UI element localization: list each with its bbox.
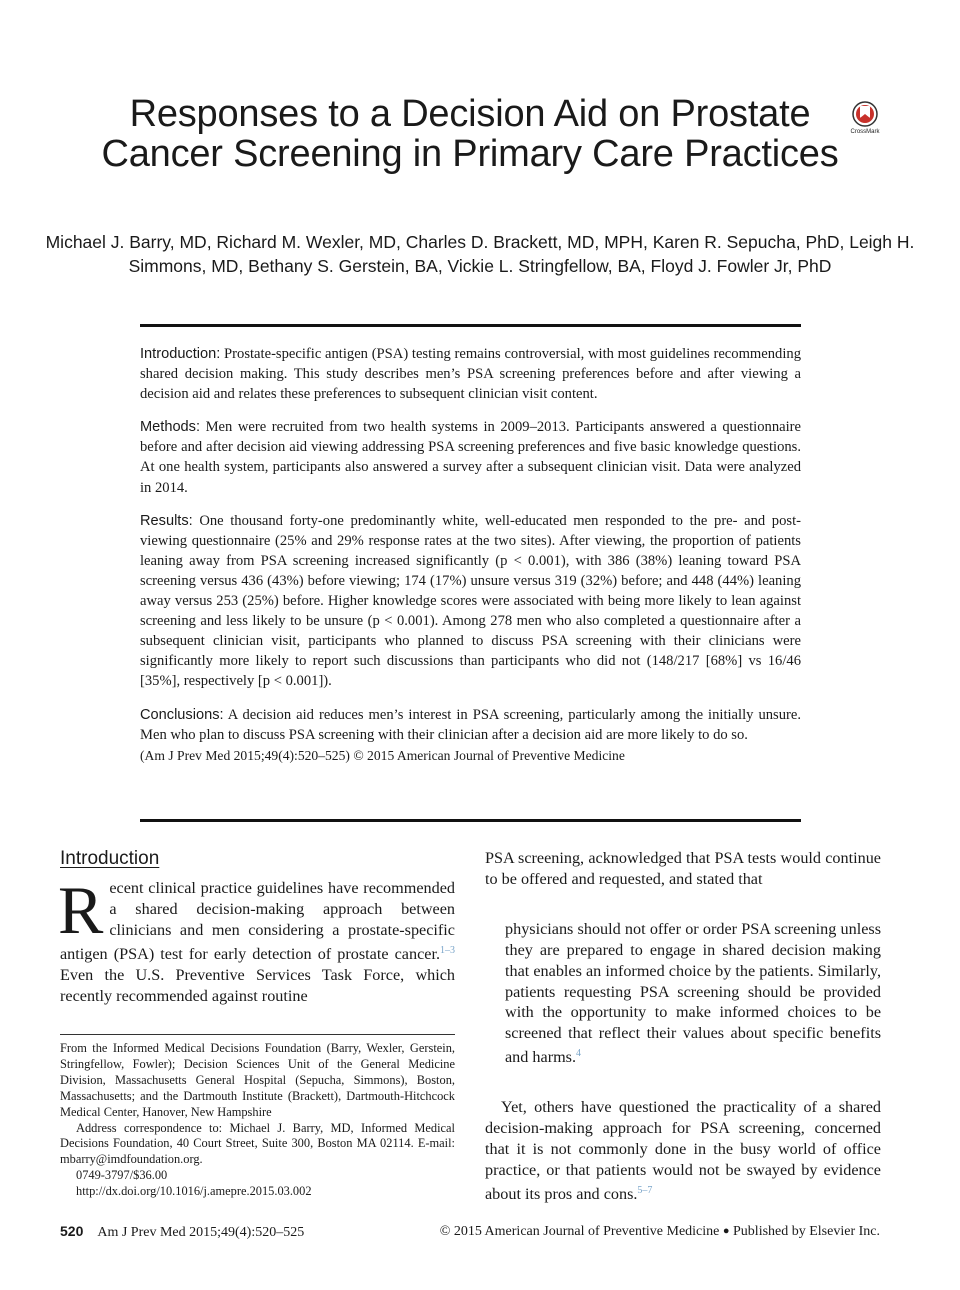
crossmark-badge[interactable] bbox=[846, 98, 884, 136]
abstract-top-rule bbox=[140, 324, 801, 327]
reference-link[interactable]: 4 bbox=[576, 1048, 582, 1060]
quote-text: physicians should not offer or order PSA screening unless they are prepared to engage in shared decision making that enables an informed choice by the patients. Similarly, patients requesting PSA screening should be provided with the opportunity to make informed choices to be screened that reflect their values about specific benefits and harms. bbox=[505, 919, 881, 1067]
abstract-bottom-rule bbox=[140, 819, 801, 822]
intro-text: Yet, others have questioned the practicality of a shared decision-making approach for PSA screening, concerned that it is not commonly done in the busy world of office practice, or that patients would not be swayed by evidence about its pros and cons. bbox=[485, 1098, 881, 1203]
reference-link[interactable]: 5–7 bbox=[637, 1184, 653, 1196]
abstract-introduction bbox=[140, 344, 801, 404]
right-column bbox=[485, 848, 881, 1205]
drop-cap: R bbox=[58, 872, 104, 948]
footnote-correspondence: Address correspondence to: Michael J. Barry, MD, Informed Medical Decisions Foundation, 40 Court Street, Suite 300, Boston MA 02114. E-mail: mbarry@imdfoundation.org. bbox=[60, 1120, 455, 1167]
footnote-issn: 0749-3797/$36.00 bbox=[76, 1168, 168, 1183]
intro-paragraph bbox=[58, 872, 455, 1006]
abstract-text: One thousand forty-one predominantly white, well-educated men responded to the pre- and post-viewing questionnaire (25% and 29% response rates at the two sites). After viewing, the proportion of patients leaning away from PSA screening increased significantly (p < 0.001), with 386 (38%) leaning toward PSA screening versus 436 (43%) before viewing; 174 (17%) unsure versus 319 (32%) before; and 448 (44%) leaning away versus 253 (25%) before. Higher knowledge scores were associated with being more likely to lean against screening and less likely to be unsure (p < 0.001). Among 278 men who also completed a questionnaire after a subsequent clinician visit, participants who planned to discuss PSA screening with their clinicians were significantly more likely to report such discussions than participants who did not (148/217 [68%] vs 16/46 [35%], respectively [p < 0.001]). bbox=[140, 512, 801, 690]
intro-paragraph bbox=[485, 1097, 881, 1205]
left-column bbox=[58, 872, 455, 1006]
footnote-doi[interactable]: http://dx.doi.org/10.1016/j.amepre.2015.03.002 bbox=[76, 1184, 312, 1199]
abstract-heading: Conclusions: bbox=[140, 706, 224, 723]
intro-text-tail: Even the U.S. Preventive Services Task Force, which recently recommended against routine bbox=[60, 965, 455, 1005]
author-list: Michael J. Barry, MD, Richard M. Wexler, MD, Charles D. Brackett, MD, MPH, Karen R. Sepucha, PhD, Leigh H. Simmons, MD, Bethany S. Gerstein, BA, Vickie L. Stringfellow, BA, Floyd J. Fowler Jr, PhD bbox=[45, 232, 915, 276]
intro-text: ecent clinical practice guidelines have recommended a shared decision-making approach between clinicians and men considering a prostate-specific antigen (PSA) test for early detection of prostate cancer. bbox=[60, 879, 455, 963]
abstract-citation: (Am J Prev Med 2015;49(4):520–525) © 2015 American Journal of Preventive Medicine bbox=[140, 747, 625, 763]
abstract-text: Prostate-specific antigen (PSA) testing remains controversial, with most guidelines recommending shared decision making. This study describes men’s PSA screening preferences before and after viewing a decision aid and relates these preferences to subsequent clinician visit content. bbox=[140, 346, 801, 403]
block-quote bbox=[505, 919, 881, 1068]
abstract-methods bbox=[140, 417, 801, 497]
copyright: © 2015 American Journal of Preventive Medicine bbox=[439, 1224, 720, 1239]
abstract bbox=[140, 344, 801, 766]
abstract-heading: Introduction: bbox=[140, 346, 221, 362]
bullet-separator: ● bbox=[722, 1225, 730, 1237]
article-title: Responses to a Decision Aid on Prostate Cancer Screening in Primary Care Practices bbox=[101, 93, 839, 175]
footnote-affiliation: From the Informed Medical Decisions Foundation (Barry, Wexler, Gerstein, Stringfellow, Fowler); Decision Sciences Unit of the General Medicine Division, Massachusetts General Hospital (Sepucha, Simmons), Boston, Massachusetts; and the Dartmouth Institute (Brackett), Dartmouth-Hitchcock Medical Center, Hanover, New Hampshire bbox=[60, 1041, 455, 1119]
abstract-heading: Results: bbox=[140, 512, 193, 529]
page-number: 520 bbox=[60, 1223, 84, 1239]
page-footer-right bbox=[440, 1222, 880, 1241]
publisher: Published by Elsevier Inc. bbox=[733, 1224, 880, 1239]
abstract-text: Men were recruited from two health systems in 2009–2013. Participants answered a questionnaire before and after decision aid viewing addressing PSA screening preferences and five basic knowledge questions. At one health system, participants also answered a survey after a subsequent clinician visit. Data were analyzed in 2014. bbox=[140, 419, 801, 496]
abstract-results bbox=[140, 511, 801, 692]
abstract-text: A decision aid reduces men’s interest in PSA screening, particularly among the initially unsure. Men who plan to discuss PSA screening with their clinician after a decision aid are more likely to do so. bbox=[140, 706, 802, 743]
journal-reference: Am J Prev Med 2015;49(4):520–525 bbox=[97, 1225, 305, 1240]
page-footer-left bbox=[60, 1222, 304, 1242]
crossmark-icon bbox=[846, 98, 884, 136]
crossmark-label: CrossMark bbox=[850, 129, 880, 135]
footnote bbox=[60, 1041, 455, 1200]
abstract-heading: Methods: bbox=[140, 419, 201, 436]
intro-paragraph-continued: PSA screening, acknowledged that PSA tests would continue to be offered and requested, and stated that bbox=[485, 849, 881, 888]
abstract-conclusions bbox=[140, 705, 801, 745]
footnote-rule bbox=[60, 1034, 455, 1035]
reference-link[interactable]: 1–3 bbox=[440, 944, 455, 956]
section-heading-introduction: Introduction bbox=[60, 848, 160, 869]
